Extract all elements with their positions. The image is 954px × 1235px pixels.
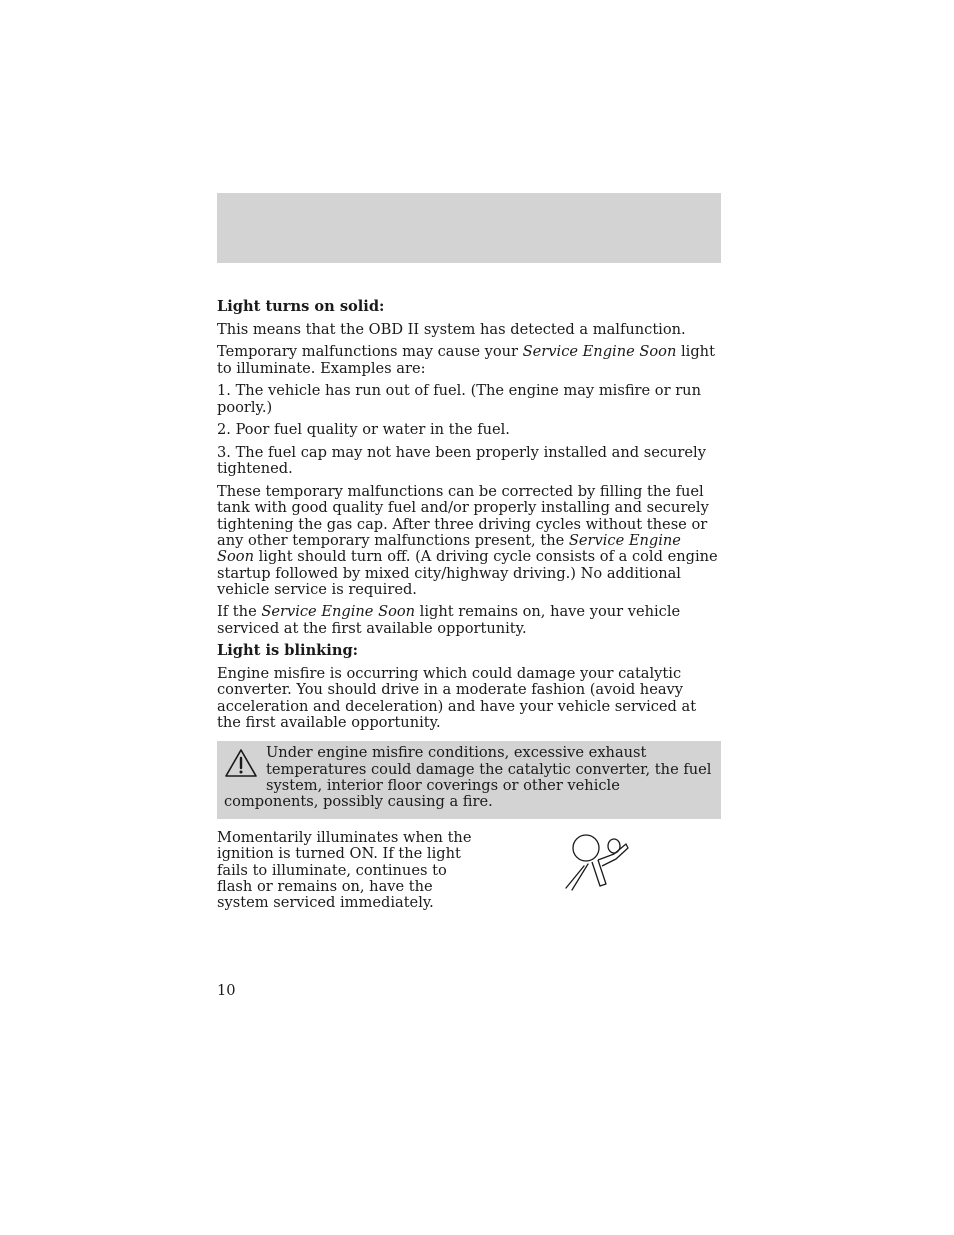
page-number: 10	[217, 982, 236, 999]
text-run: light remains on, have your vehicle serviced at the first available opportunity.	[217, 603, 681, 637]
list-item-1: 1. The vehicle has run out of fuel. (The engine may misfire or run poorly.)	[217, 382, 701, 416]
paragraph-light-remains-on	[217, 604, 721, 637]
airbag-icon	[562, 832, 630, 894]
heading-light-blinking: Light is blinking:	[217, 642, 359, 660]
text-run: These temporary malfunctions can be corrected by filling the fuel tank with good quality fuel and/or properly installing and securely tightening the gas cap. After three driving cycles without these or any other temporary malfunctions present, the	[217, 483, 709, 549]
paragraph-engine-misfire: Engine misfire is occurring which could damage your catalytic converter. You should drive in a moderate fashion (avoid heavy acceleration and deceleration) and have your vehicle serviced at the first available opportunity.	[217, 665, 697, 732]
list-item-2: 2. Poor fuel quality or water in the fuel.	[217, 421, 510, 439]
heading-light-solid: Light turns on solid:	[217, 298, 385, 315]
list-item-3: 3. The fuel cap may not have been properly installed and securely tightened.	[217, 444, 706, 478]
text-run: light should turn off. (A driving cycle consists of a cold engine startup followed by mixed city/highway driving.) No additional vehicle service is required.	[217, 548, 718, 598]
paragraph-correction	[217, 484, 721, 598]
text-run: Temporary malfunctions may cause your	[217, 343, 523, 361]
warning-text: Under engine misfire conditions, excessive exhaust temperatures could damage the catalytic converter, the fuel system, interior floor coverings or other vehicle components, possibly causing a fire.	[224, 744, 712, 811]
text-run: If the	[217, 603, 262, 621]
warning-triangle-icon	[224, 748, 258, 778]
text-run: light to illuminate. Examples are:	[217, 343, 715, 377]
text-run-italic: Service Engine Soon	[522, 343, 677, 361]
airbag-section	[217, 830, 721, 911]
airbag-description: Momentarily illuminates when the ignition is turned ON. If the light fails to illuminate, continues to flash or remains on, have the system serviced immediately.	[217, 829, 472, 912]
text-run-italic: Service Engine Soon	[261, 603, 416, 621]
paragraph-temporary-malfunctions	[217, 344, 721, 377]
main-content	[217, 299, 721, 819]
warning-box	[217, 741, 721, 818]
header-band	[217, 193, 721, 263]
paragraph-obd-malfunction: This means that the OBD II system has detected a malfunction.	[217, 320, 686, 338]
text-run-italic: Service Engine Soon	[217, 531, 681, 566]
